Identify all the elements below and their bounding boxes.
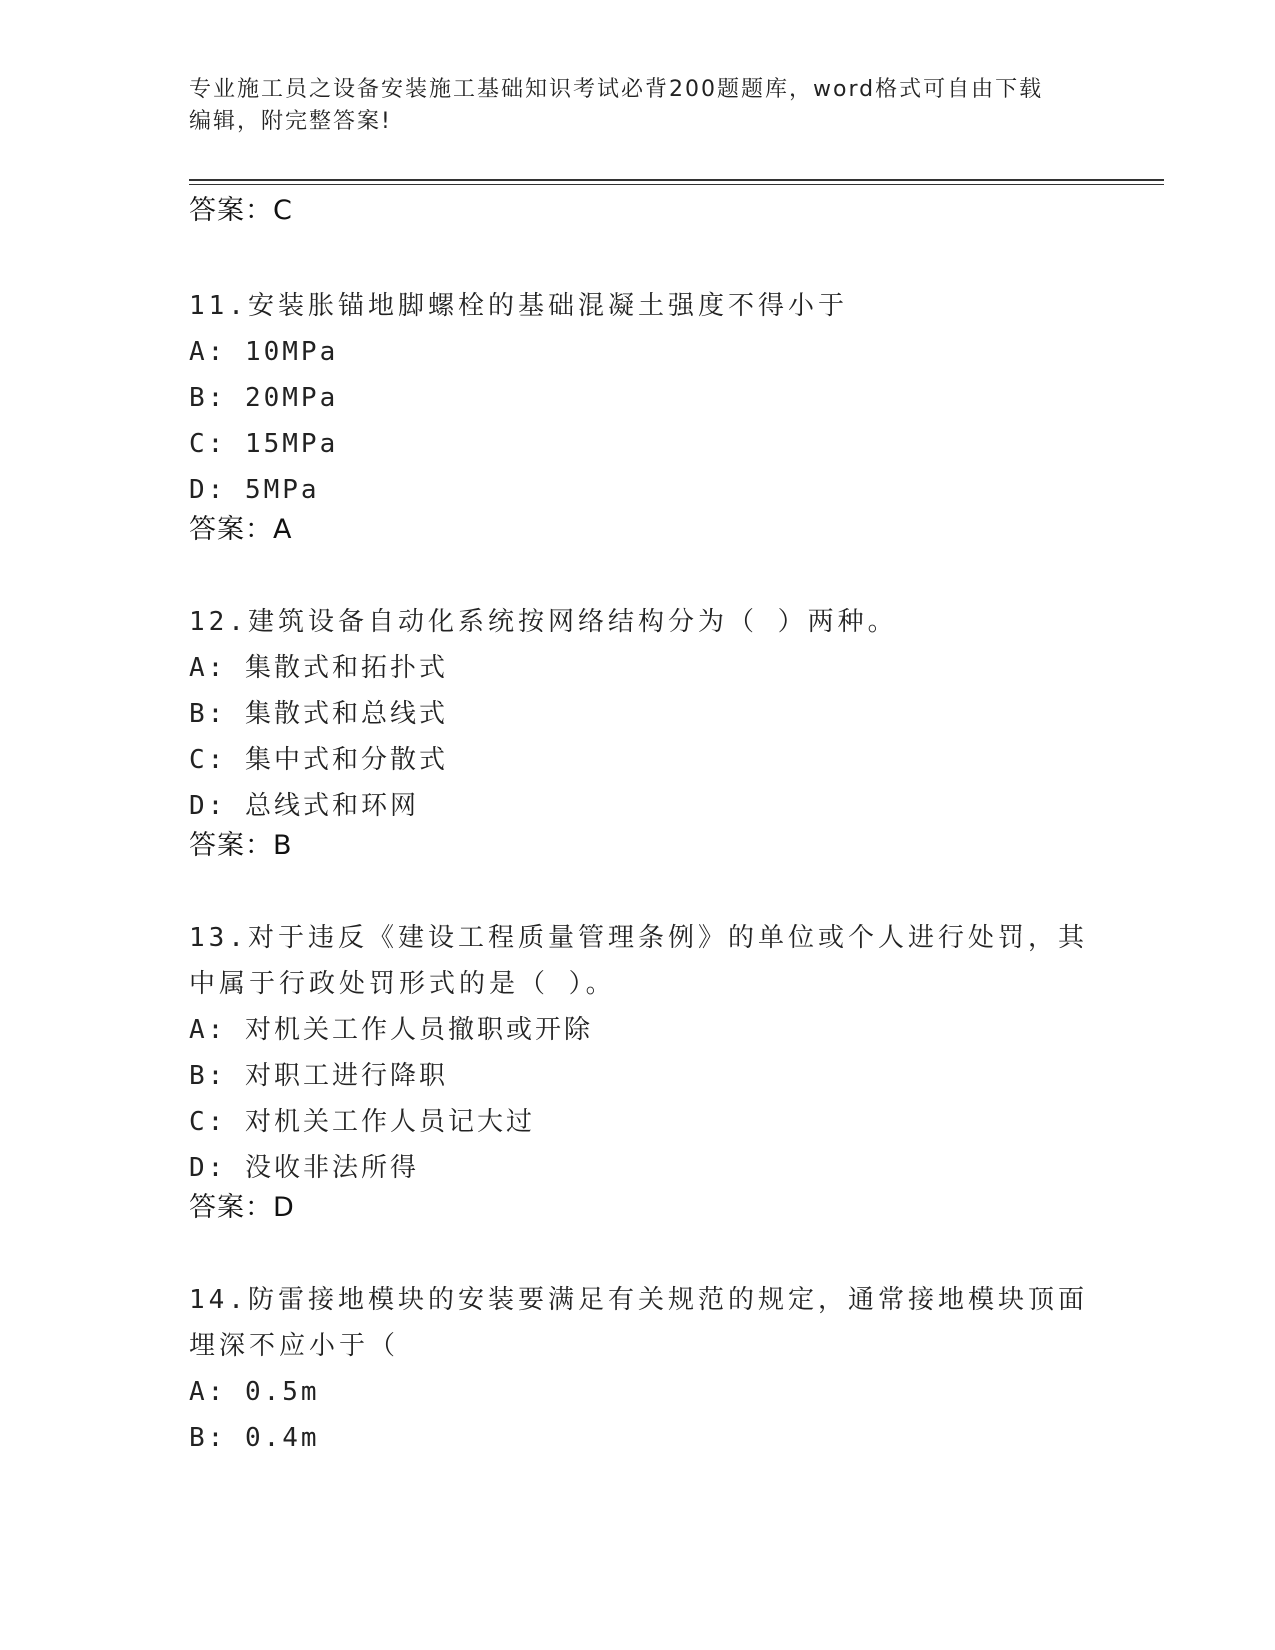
question-14 — [189, 1277, 1089, 1461]
option-b: B: 0.4m — [189, 1423, 320, 1453]
document-header — [189, 74, 1089, 138]
option-b: B: 对职工进行降职 — [189, 1061, 448, 1091]
header-divider-thick — [189, 179, 1164, 181]
option-c: C: 集中式和分散式 — [189, 745, 448, 775]
option-d: D: 5MPa — [189, 475, 320, 505]
question-stem: 12.建筑设备自动化系统按网络结构分为（ ）两种。 — [189, 607, 898, 637]
question-list — [189, 283, 1089, 1513]
option-d: D: 没收非法所得 — [189, 1153, 419, 1183]
header-title-line-2: 编辑，附完整答案! — [189, 109, 392, 134]
header-title-line-1: 专业施工员之设备安装施工基础知识考试必背200题题库，word格式可自由下载 — [189, 77, 1044, 102]
question-stem: 11.安装胀锚地脚螺栓的基础混凝土强度不得小于 — [189, 291, 848, 321]
question-answer: 答案：B — [189, 830, 293, 861]
option-b: B: 20MPa — [189, 383, 339, 413]
option-a: A: 集散式和拓扑式 — [189, 653, 448, 683]
question-stem: 14.防雷接地模块的安装要满足有关规范的规定，通常接地模块顶面埋深不应小于（ — [189, 1285, 1088, 1361]
option-c: C: 15MPa — [189, 429, 339, 459]
question-12 — [189, 599, 1089, 863]
header-divider-thin — [189, 184, 1164, 185]
option-a: A: 10MPa — [189, 337, 339, 367]
question-answer: 答案：A — [189, 514, 293, 545]
question-11 — [189, 283, 1089, 547]
option-c: C: 对机关工作人员记大过 — [189, 1107, 535, 1137]
option-a: A: 对机关工作人员撤职或开除 — [189, 1015, 593, 1045]
option-b: B: 集散式和总线式 — [189, 699, 448, 729]
question-13 — [189, 915, 1089, 1225]
previous-question-answer: 答案：C — [189, 195, 293, 226]
option-d: D: 总线式和环网 — [189, 791, 419, 821]
question-answer: 答案：D — [189, 1192, 295, 1223]
question-stem: 13.对于违反《建设工程质量管理条例》的单位或个人进行处罚，其中属于行政处罚形式的是（ ）。 — [189, 923, 1088, 999]
option-a: A: 0.5m — [189, 1377, 320, 1407]
